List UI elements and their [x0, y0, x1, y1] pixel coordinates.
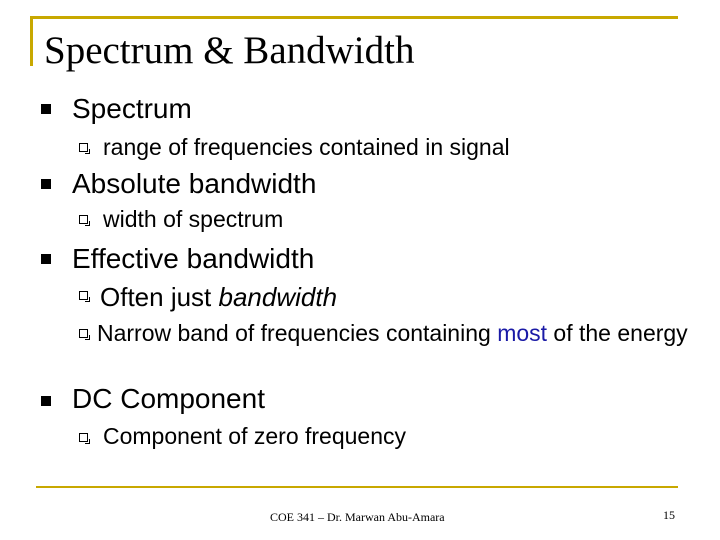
sub-bullet-dc-component: Component of zero frequency	[103, 423, 407, 449]
most-highlight: most	[497, 320, 548, 346]
hollow-square-bullet-icon	[79, 329, 88, 338]
hollow-square-bullet-icon	[79, 291, 88, 300]
bandwidth-italic-text: bandwidth	[218, 282, 338, 312]
square-bullet-icon	[41, 104, 51, 114]
footer-text: COE 341 – Dr. Marwan Abu-Amara	[270, 510, 445, 524]
hollow-square-bullet-icon	[79, 433, 88, 442]
sub-bullet-absolute-bandwidth: width of spectrum	[103, 206, 284, 232]
narrow-band-prefix: Narrow band of frequencies containing	[97, 320, 498, 346]
hollow-square-bullet-icon	[79, 215, 88, 224]
square-bullet-icon	[41, 254, 51, 264]
title-frame-top-rule	[30, 16, 678, 19]
narrow-band-suffix: of the energy	[547, 320, 688, 346]
sub-bullet-spectrum: range of frequencies contained in signal	[103, 134, 510, 160]
often-just-text: Often just	[100, 282, 219, 312]
sub-bullet-narrow-band	[97, 320, 697, 347]
slide-title: Spectrum & Bandwidth	[44, 29, 415, 72]
sub-bullet-often-bandwidth	[100, 280, 337, 314]
title-frame-left-rule	[30, 16, 33, 66]
square-bullet-icon	[41, 396, 51, 406]
footer-rule	[36, 486, 678, 488]
bullet-absolute-bandwidth: Absolute bandwidth	[72, 168, 317, 199]
square-bullet-icon	[41, 179, 51, 189]
bullet-spectrum: Spectrum	[72, 93, 192, 124]
bullet-effective-bandwidth: Effective bandwidth	[72, 243, 315, 274]
page-number: 15	[663, 508, 675, 522]
hollow-square-bullet-icon	[79, 143, 88, 152]
bullet-dc-component: DC Component	[72, 383, 265, 414]
